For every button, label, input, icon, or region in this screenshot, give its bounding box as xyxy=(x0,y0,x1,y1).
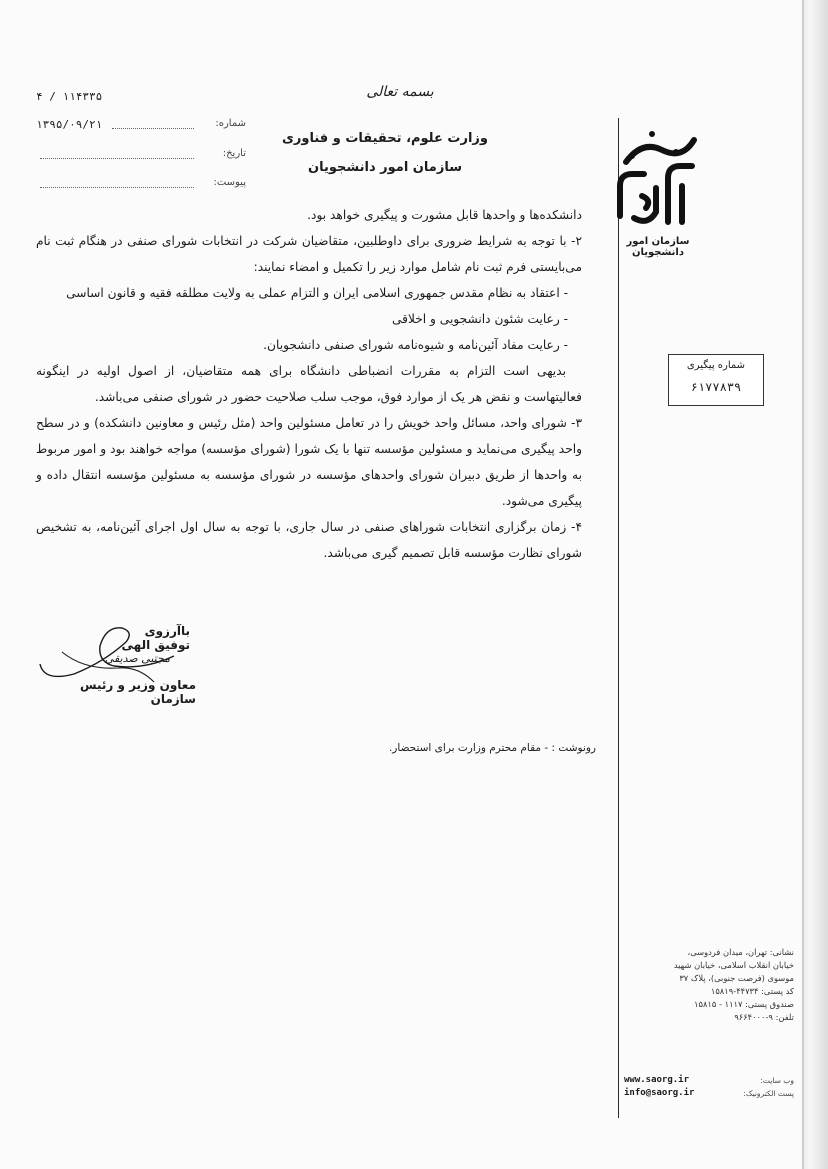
email-row xyxy=(624,1087,794,1100)
letter-number-value: ۴ / ۱۱۴۳۳۵ xyxy=(36,90,103,103)
address-line: موسوی (فرصت جنوبی)، پلاک ۳۷ xyxy=(679,973,794,983)
email-label: پست الکترونیک: xyxy=(743,1089,794,1098)
body-bullet-2: - رعایت شئون دانشجویی و اخلاقی xyxy=(392,312,568,326)
signature-greeting: باآرزوی توفیق الهی xyxy=(121,624,190,652)
number-dots xyxy=(112,128,194,129)
margin-divider xyxy=(618,118,619,1118)
website-label: وب سایت: xyxy=(760,1076,794,1085)
date-row xyxy=(36,148,246,164)
body-paragraph-2: بدیهی است التزام به مقررات انضباطی دانشگاه برای همه متقاضیان، از اصول اولیه در اینگونه فعالیتهاست و نقض هر یک از موارد فوق، موجب سلب صلاحیت حضور در شورای صنفی می‌باشد. xyxy=(36,364,582,404)
address-line: تلفن: ۹-۹۶۶۴۰۰۰ xyxy=(734,1012,794,1022)
address-line: صندوق پستی: ۱۱۱۷ - ۱۵۸۱۵ xyxy=(694,999,794,1009)
logo-text: سازمان امور دانشجویان xyxy=(626,236,690,258)
attachment-label: پیوست: xyxy=(213,177,246,188)
address-line: خیابان انقلاب اسلامی، خیابان شهید xyxy=(673,960,794,970)
organization-logo-icon xyxy=(612,126,700,230)
body-paragraph-4: ۴- زمان برگزاری انتخابات شوراهای صنفی در سال جاری، با توجه به سال اول اجرای آئین‌نامه، به تشخیص شورای نظارت مؤسسه قابل تصمیم گیری می‌باشد. xyxy=(36,520,582,560)
body-paragraph-0: دانشکده‌ها و واحدها قابل مشورت و پیگیری خواهد بود. xyxy=(307,208,582,222)
date-value: ۱۳۹۵/۰۹/۲۱ xyxy=(36,118,103,131)
number-row xyxy=(36,118,246,134)
tracking-label: شماره پیگیری xyxy=(686,360,746,371)
ministry-name: وزارت علوم، تحقیقات و فناوری xyxy=(282,131,488,146)
number-label: شماره: xyxy=(215,118,246,129)
signatory-title: معاون وزیر و رئیس سازمان xyxy=(79,678,196,706)
email-link[interactable]: info@saorg.ir xyxy=(624,1088,695,1098)
address-line: نشانی: تهران، میدان فردوسی، xyxy=(687,947,794,957)
website-row xyxy=(624,1074,794,1087)
attachment-row xyxy=(36,177,246,193)
website-link[interactable]: www.saorg.ir xyxy=(624,1075,690,1085)
tracking-number: ۶۱۷۷۸۳۹ xyxy=(690,380,742,394)
footer-address xyxy=(624,946,794,1024)
letter-body xyxy=(36,202,582,566)
footer-web xyxy=(624,1074,794,1100)
bismillah: بسمه تعالی xyxy=(366,84,434,100)
body-paragraph-3: ۳- شورای واحد، مسائل واحد خویش را در تعامل مسئولین واحد (مثل رئیس و معاونین دانشکده) و در سطح واحد پیگیری می‌نماید و مسئولین مؤسسه تنها با یک شورا (شورای مؤسسه) مواجه خواهند بود و امور مربوط به واحدها از طریق دبیران شورای واحدهای مؤسسه در شورای مؤسسه به مسئولین مؤسسه انتقال داده و پیگیری می‌شود. xyxy=(36,416,582,508)
address-line: کد پستی: ۴۴۷۳۴-۱۵۸۱۹ xyxy=(710,986,794,996)
scan-edge-line xyxy=(802,0,804,1169)
body-bullet-1: - اعتقاد به نظام مقدس جمهوری اسلامی ایران و التزام عملی به ولایت مطلقه فقیه و قانون اساسی xyxy=(66,286,568,300)
attachment-dots xyxy=(40,187,194,188)
date-dots xyxy=(40,158,194,159)
body-paragraph-1: ۲- با توجه به شرایط ضروری برای داوطلبین، متقاضیان شرکت در انتخابات شورای صنفی در هنگام ثبت نام می‌بایستی فرم ثبت نام شامل موارد زیر را تکمیل و امضاء نمایند: xyxy=(36,234,582,274)
body-bullet-3: - رعایت مفاد آئین‌نامه و شیوه‌نامه شورای صنفی دانشجویان. xyxy=(263,338,568,352)
scan-edge xyxy=(802,0,828,1169)
carbon-copy: رونوشت : - مقام محترم وزارت برای استحضار. xyxy=(388,742,596,754)
date-label: تاریخ: xyxy=(222,148,246,159)
tracking-box xyxy=(668,354,764,406)
organization-name: سازمان امور دانشجویان xyxy=(308,160,462,175)
signatory-name: مجتبی صدیقی xyxy=(104,652,170,665)
